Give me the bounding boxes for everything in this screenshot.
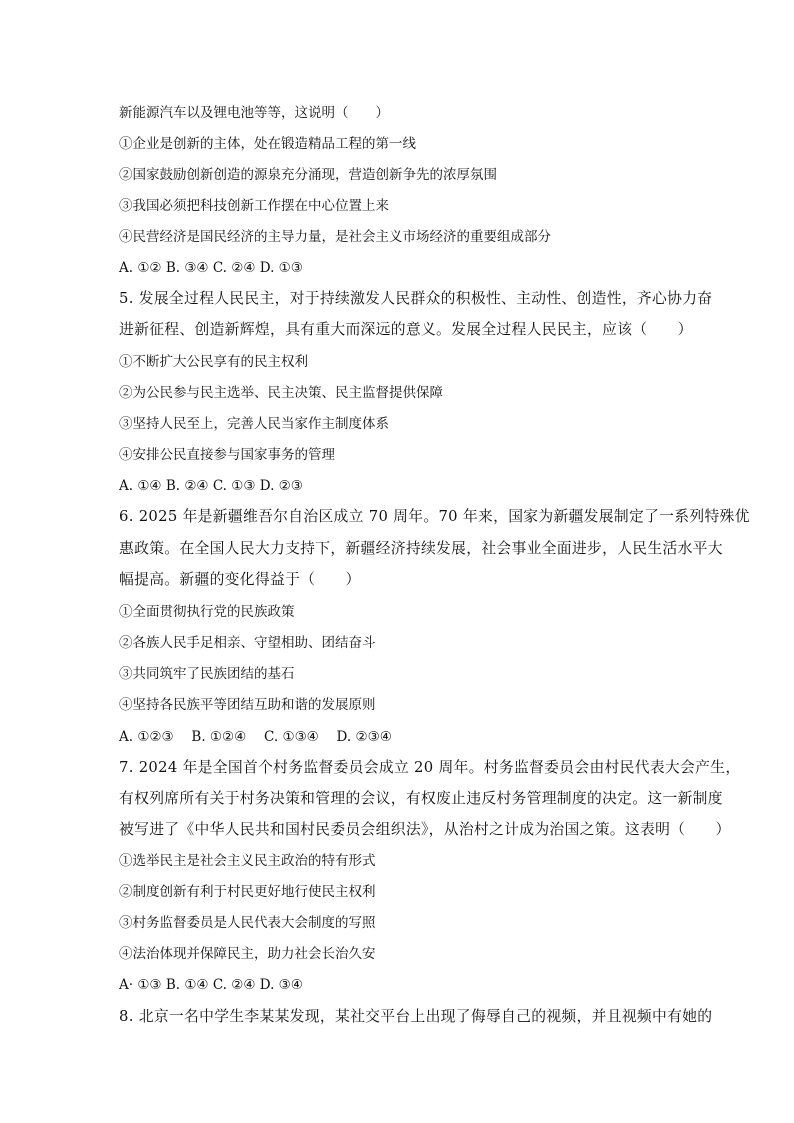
option-statement-4: ④民营经济是国民经济的主导力量，是社会主义市场经济的重要组成部分 xyxy=(119,229,551,245)
option-statement-3: ③共同筑牢了民族团结的基石 xyxy=(119,666,295,682)
question-6: 6. 2025 年是新疆维吾尔自治区成立 70 周年。70 年来，国家为新疆发展制定了一系列特殊优 xyxy=(119,508,750,525)
question-6-cont: 幅提高。新疆的变化得益于（ ） xyxy=(119,571,361,588)
question-7-cont: 被写进了《中华人民共和国村民委员会组织法》，从治村之计成为治国之策。这表明（ ） xyxy=(119,821,731,838)
answer-choices: A. ①②③ B. ①②④ C. ①③④ D. ②③④ xyxy=(119,729,392,745)
question-8: 8. 北京一名中学生李某某发现，某社交平台上出现了侮辱自己的视频，并且视频中有她的 xyxy=(119,1008,713,1025)
text-line: 新能源汽车以及锂电池等等，这说明（ ） xyxy=(119,105,389,121)
option-statement-2: ②为公民参与民主选举、民主决策、民主监督提供保障 xyxy=(119,385,443,401)
option-statement-2: ②制度创新有利于村民更好地行使民主权利 xyxy=(119,884,376,900)
question-6-cont: 惠政策。在全国人民大力支持下，新疆经济持续发展，社会事业全面进步，人民生活水平大 xyxy=(119,540,723,557)
option-statement-3: ③村务监督委员是人民代表大会制度的写照 xyxy=(119,915,376,931)
option-statement-1: ①不断扩大公民享有的民主权利 xyxy=(119,354,308,370)
answer-choices: A. ①② B. ③④ C. ②④ D. ①③ xyxy=(119,260,303,276)
option-statement-2: ②各族人民手足相亲、守望相助、团结奋斗 xyxy=(119,635,376,651)
option-statement-1: ①选举民主是社会主义民主政治的特有形式 xyxy=(119,853,376,869)
option-statement-3: ③坚持人民至上，完善人民当家作主制度体系 xyxy=(119,416,389,432)
option-statement-4: ④坚持各民族平等团结互助和谐的发展原则 xyxy=(119,697,376,713)
option-statement-1: ①企业是创新的主体，处在锻造精品工程的第一线 xyxy=(119,136,416,152)
answer-choices: A· ①③ B. ①④ C. ②④ D. ③④ xyxy=(119,977,303,993)
question-5: 5. 发展全过程人民民主，对于持续激发人民群众的积极性、主动性、创造性，齐心协力奋 xyxy=(119,290,713,307)
answer-choices: A. ①④ B. ②④ C. ①③ D. ②③ xyxy=(119,478,303,494)
option-statement-2: ②国家鼓励创新创造的源泉充分涌现，营造创新争先的浓厚氛围 xyxy=(119,167,497,183)
question-5-cont: 进新征程、创造新辉煌，具有重大而深远的意义。发展全过程人民民主，应该（ ） xyxy=(119,321,693,338)
option-statement-4: ④安排公民直接参与国家事务的管理 xyxy=(119,447,335,463)
option-statement-3: ③我国必须把科技创新工作摆在中心位置上来 xyxy=(119,198,389,214)
option-statement-1: ①全面贯彻执行党的民族政策 xyxy=(119,604,295,620)
question-7-cont: 有权列席所有关于村务决策和管理的会议，有权废止违反村务管理制度的决定。这一新制度 xyxy=(119,790,723,807)
question-7: 7. 2024 年是全国首个村务监督委员会成立 20 周年。村务监督委员会由村民代表大会产生， xyxy=(119,759,741,776)
option-statement-4: ④法治体现并保障民主，助力社会长治久安 xyxy=(119,946,376,962)
